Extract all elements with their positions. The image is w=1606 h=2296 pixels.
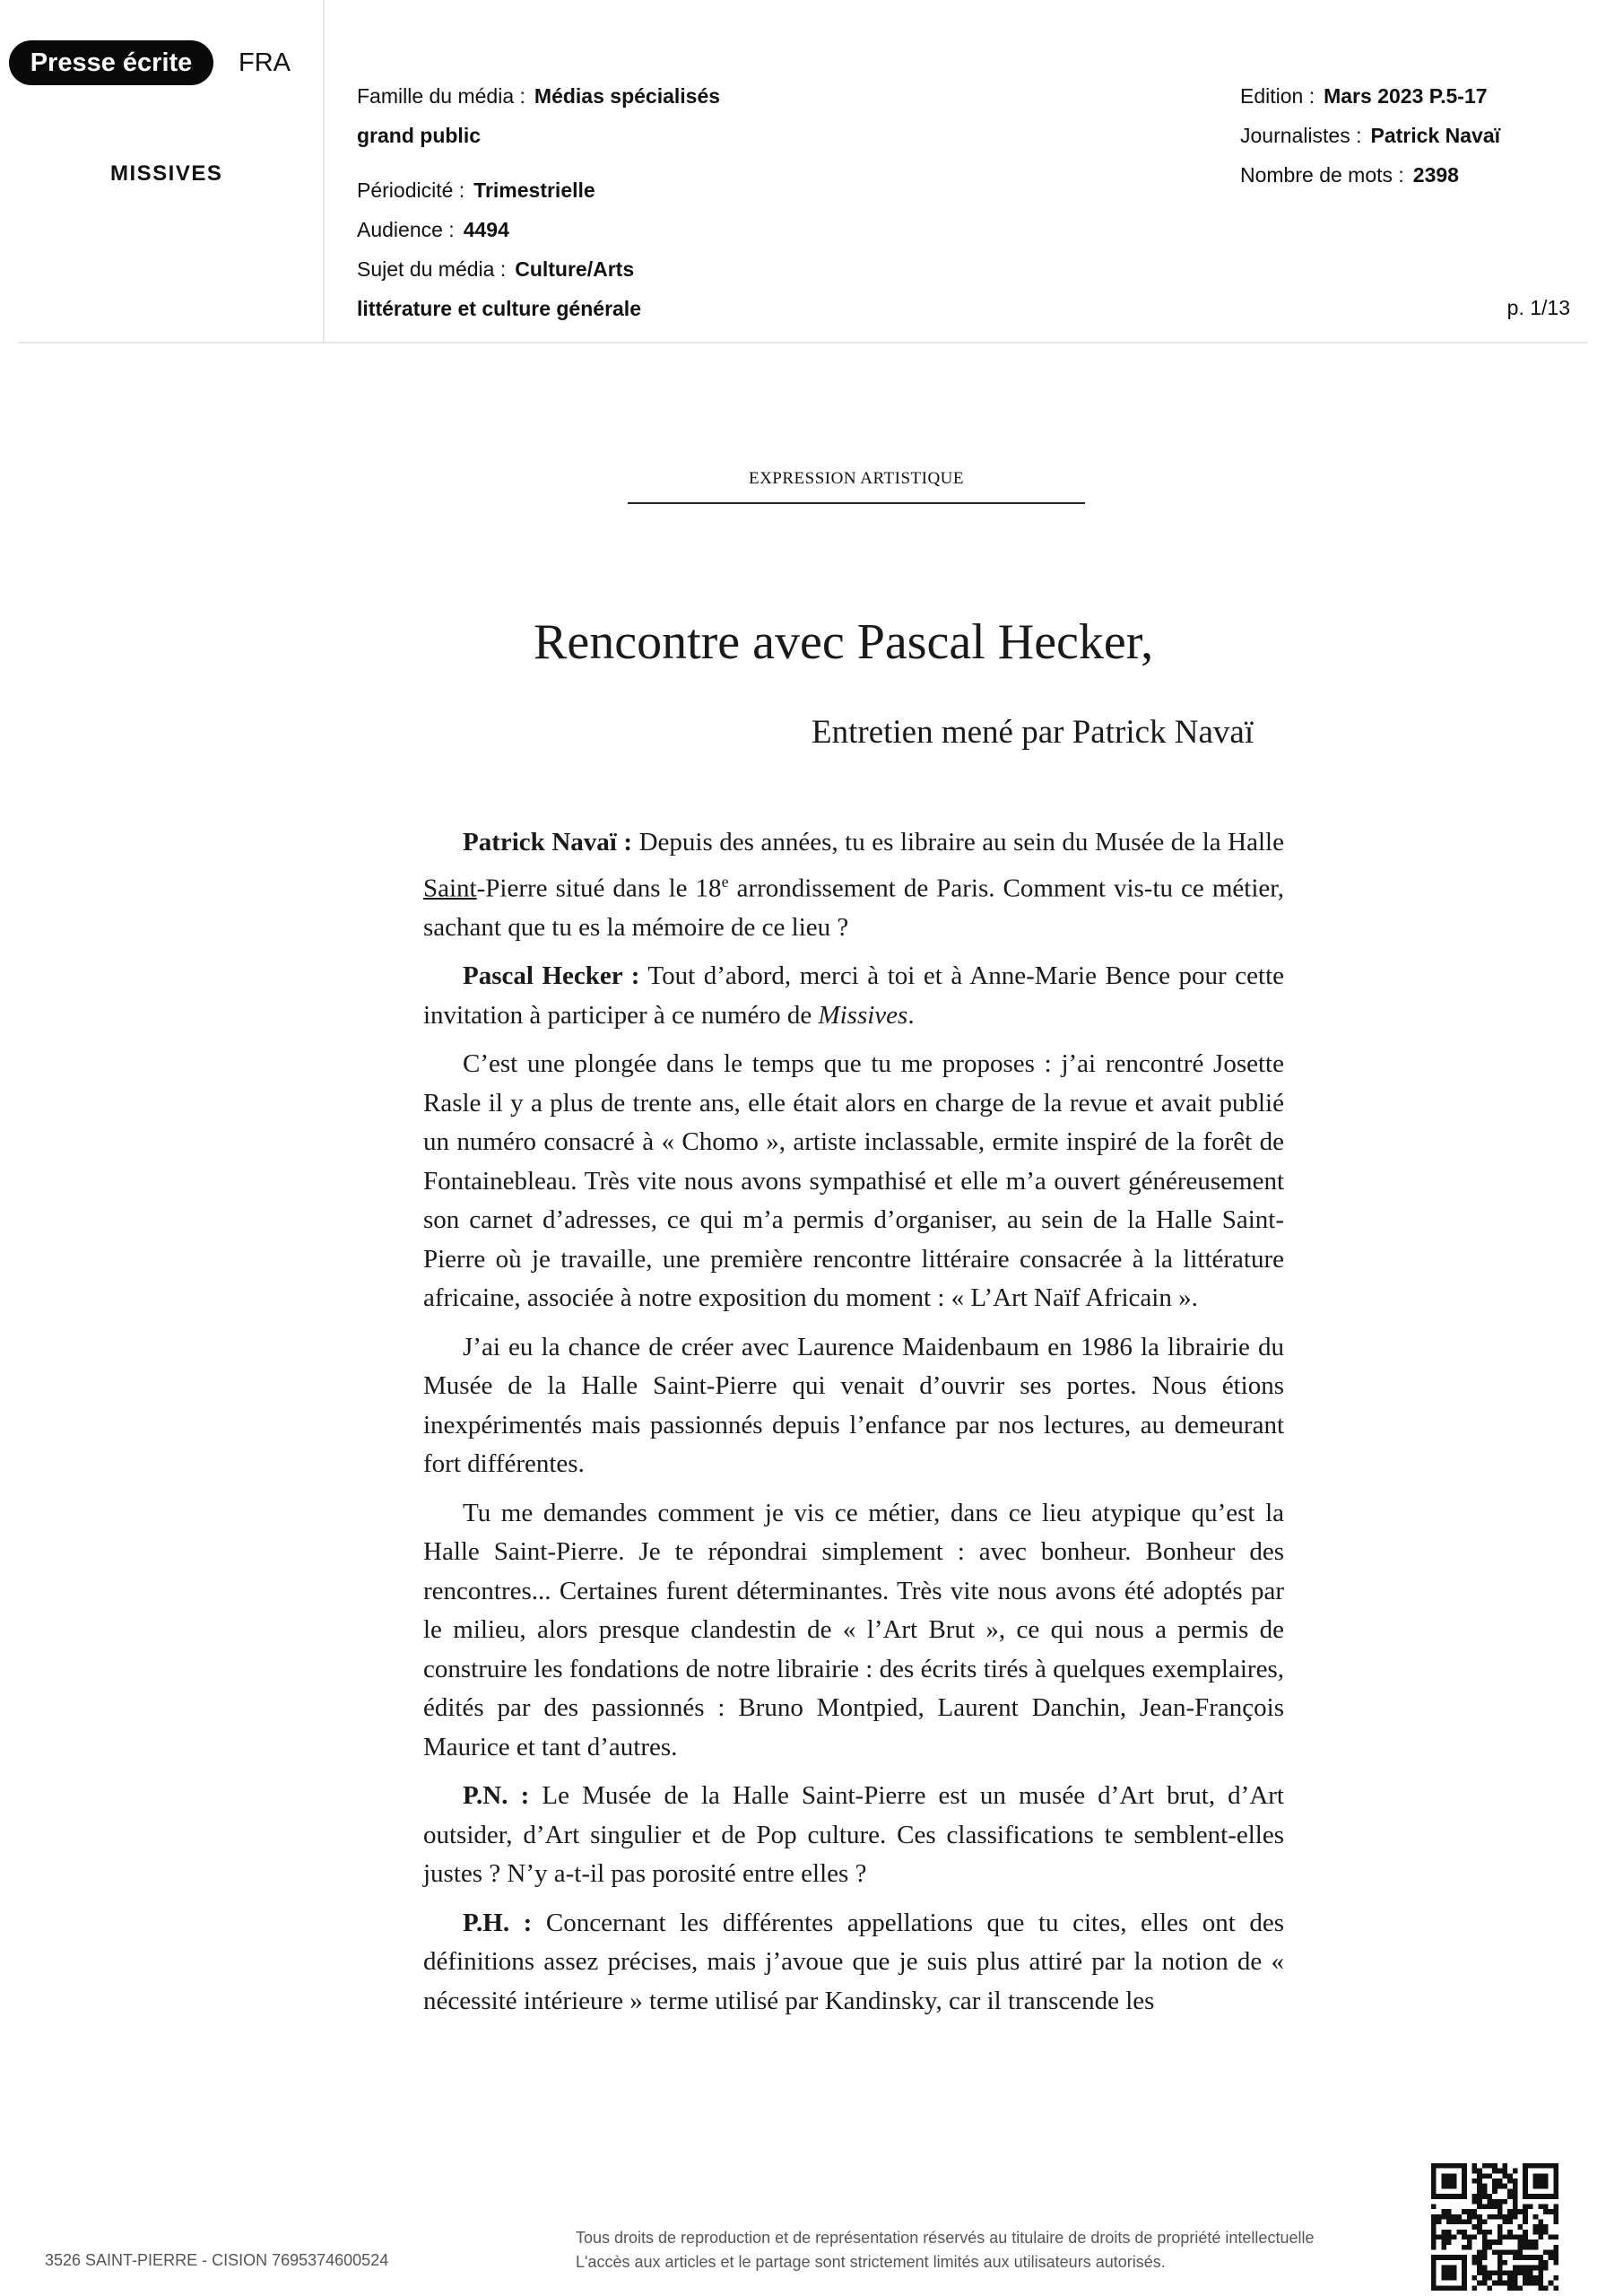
journalistes-label: Journalistes : — [1240, 124, 1362, 147]
famille-row — [357, 84, 720, 109]
journalistes-value: Patrick Navaï — [1370, 124, 1500, 147]
paragraph-text: Concernant les différentes appellations que tu cites, elles ont des définitions assez précises, mais j’avoue que je suis plus attiré par la notion de « nécessité intérieure » terme utilisé par Kandinsky, car il transcende les — [423, 1908, 1284, 2015]
periodicite-label: Périodicité : — [357, 178, 465, 202]
famille-value: Médias spécialisés — [534, 84, 721, 108]
audience-value: 4494 — [463, 218, 509, 241]
underlined-word: Saint — [423, 874, 477, 903]
speaker-label: Patrick Navaï : — [463, 828, 633, 857]
word-count-value: 2398 — [1412, 163, 1459, 187]
article-subtitle: Entretien mené par Patrick Navaï — [812, 714, 1254, 751]
word-count-row — [1240, 163, 1459, 187]
edition-label: Edition : — [1240, 84, 1315, 108]
paragraph-text: -Pierre situé dans le 18 — [476, 874, 722, 903]
legal-line: Tous droits de reproduction et de représentation réservés au titulaire de droits de propriété intellectuelle — [576, 2229, 1315, 2247]
article-body — [423, 823, 1284, 2031]
footer-document-id: 3526 SAINT-PIERRE - CISION 7695374600524 — [45, 2251, 389, 2269]
footer-legal-notice — [576, 2226, 1314, 2274]
sujet-row — [357, 257, 634, 282]
section-rule — [628, 502, 1085, 504]
paragraph-text: Le Musée de la Halle Saint-Pierre est un musée d’Art brut, d’Art outsider, d’Art singulier et de Pop culture. Ces classifications te semblent-elles justes ? N’y a-t-il pas porosité entre elles ? — [423, 1781, 1284, 1889]
speaker-label: P.H. : — [463, 1908, 533, 1937]
media-name: MISSIVES — [110, 161, 223, 186]
speaker-label: P.N. : — [463, 1781, 530, 1811]
media-type-badge: Presse écrite — [9, 40, 213, 85]
header-vertical-divider — [323, 0, 325, 342]
legal-line: L'accès aux articles et le partage sont strictement limités aux utilisateurs autorisés. — [576, 2253, 1166, 2271]
paragraph-text: Tout d’abord, merci à toi et à Anne-Marie Bence pour cette invitation à participer à ce numéro de — [423, 961, 1285, 1030]
edition-row — [1240, 84, 1488, 109]
paragraph-text: . — [907, 1000, 915, 1030]
paragraph: Tu me demandes comment je vis ce métier, dans ce lieu atypique qu’est la Halle Saint-Pierre. Je te répondrai simplement : avec bonheur. Bonheur des rencontres... Certaines furent déterminantes. Très vite nous avons été adoptés par le milieu, alors presque clandestin de « l’Art Brut », ce qui nous a permis de construire les fondations de notre librairie : des écrits tirés à quelques exemplaires, édités par des passionnés : Bruno Montpied, Laurent Danchin, Jean-François Maurice et tant d’autres. — [423, 1498, 1284, 1761]
speaker-label: Pascal Hecker : — [463, 961, 640, 991]
superscript: e — [721, 872, 729, 891]
paragraph — [423, 823, 1284, 947]
paragraph-text: arrondissement de Paris. Comment vis-tu ce métier, sachant que tu es la mémoire de ce lieu ? — [423, 874, 1285, 942]
periodicite-row — [357, 178, 595, 203]
journalistes-row — [1240, 124, 1500, 148]
page-number: p. 1/13 — [1506, 296, 1570, 319]
paragraph: J’ai eu la chance de créer avec Laurence Maidenbaum en 1986 la librairie du Musée de la Halle Saint-Pierre qui venait d’ouvrir ses portes. Nous étions inexpérimentés mais passionnés depuis l’enfance par nos lectures, au demeurant fort différentes. — [423, 1332, 1284, 1479]
sujet-value: Culture/Arts — [515, 257, 635, 281]
paragraph: C’est une plongée dans le temps que tu me proposes : j’ai rencontré Josette Rasle il y a plus de trente ans, elle était alors en charge de la revue et avait publié un numéro consacré à « Chomo », artiste inclassable, ermite inspiré de la forêt de Fontainebleau. Très vite nous avons sympathisé et elle m’a ouvert généreusement son carnet d’adresses, ce qui m’a permis d’organiser, au sein de la Halle Saint-Pierre où je travaille, une première rencontre littéraire consacrée à la littérature africaine, associée à notre exposition du moment : « L’Art Naïf Africain ». — [423, 1049, 1284, 1313]
header-horizontal-divider — [18, 342, 1587, 344]
section-label: EXPRESSION ARTISTIQUE — [748, 469, 964, 488]
paragraph — [423, 957, 1284, 1035]
audience-label: Audience : — [357, 218, 455, 241]
paragraph-text: Depuis des années, tu es libraire au sein du Musée de la Halle — [632, 828, 1284, 857]
sujet-label: Sujet du média : — [357, 257, 507, 281]
paragraph — [423, 1777, 1284, 1894]
language-code: FRA — [239, 48, 291, 77]
famille-value-2: grand public — [357, 124, 481, 147]
article-title: Rencontre avec Pascal Hecker, — [534, 614, 1154, 670]
paragraph — [423, 1904, 1284, 2022]
audience-row — [357, 218, 509, 242]
magazine-name: Missives — [818, 1000, 908, 1030]
qr-code-icon[interactable] — [1431, 2163, 1558, 2291]
famille-label: Famille du média : — [357, 84, 525, 108]
word-count-label: Nombre de mots : — [1240, 163, 1404, 187]
sujet-value-2: littérature et culture générale — [357, 297, 641, 320]
edition-value: Mars 2023 P.5-17 — [1324, 84, 1488, 108]
periodicite-value: Trimestrielle — [473, 178, 595, 202]
